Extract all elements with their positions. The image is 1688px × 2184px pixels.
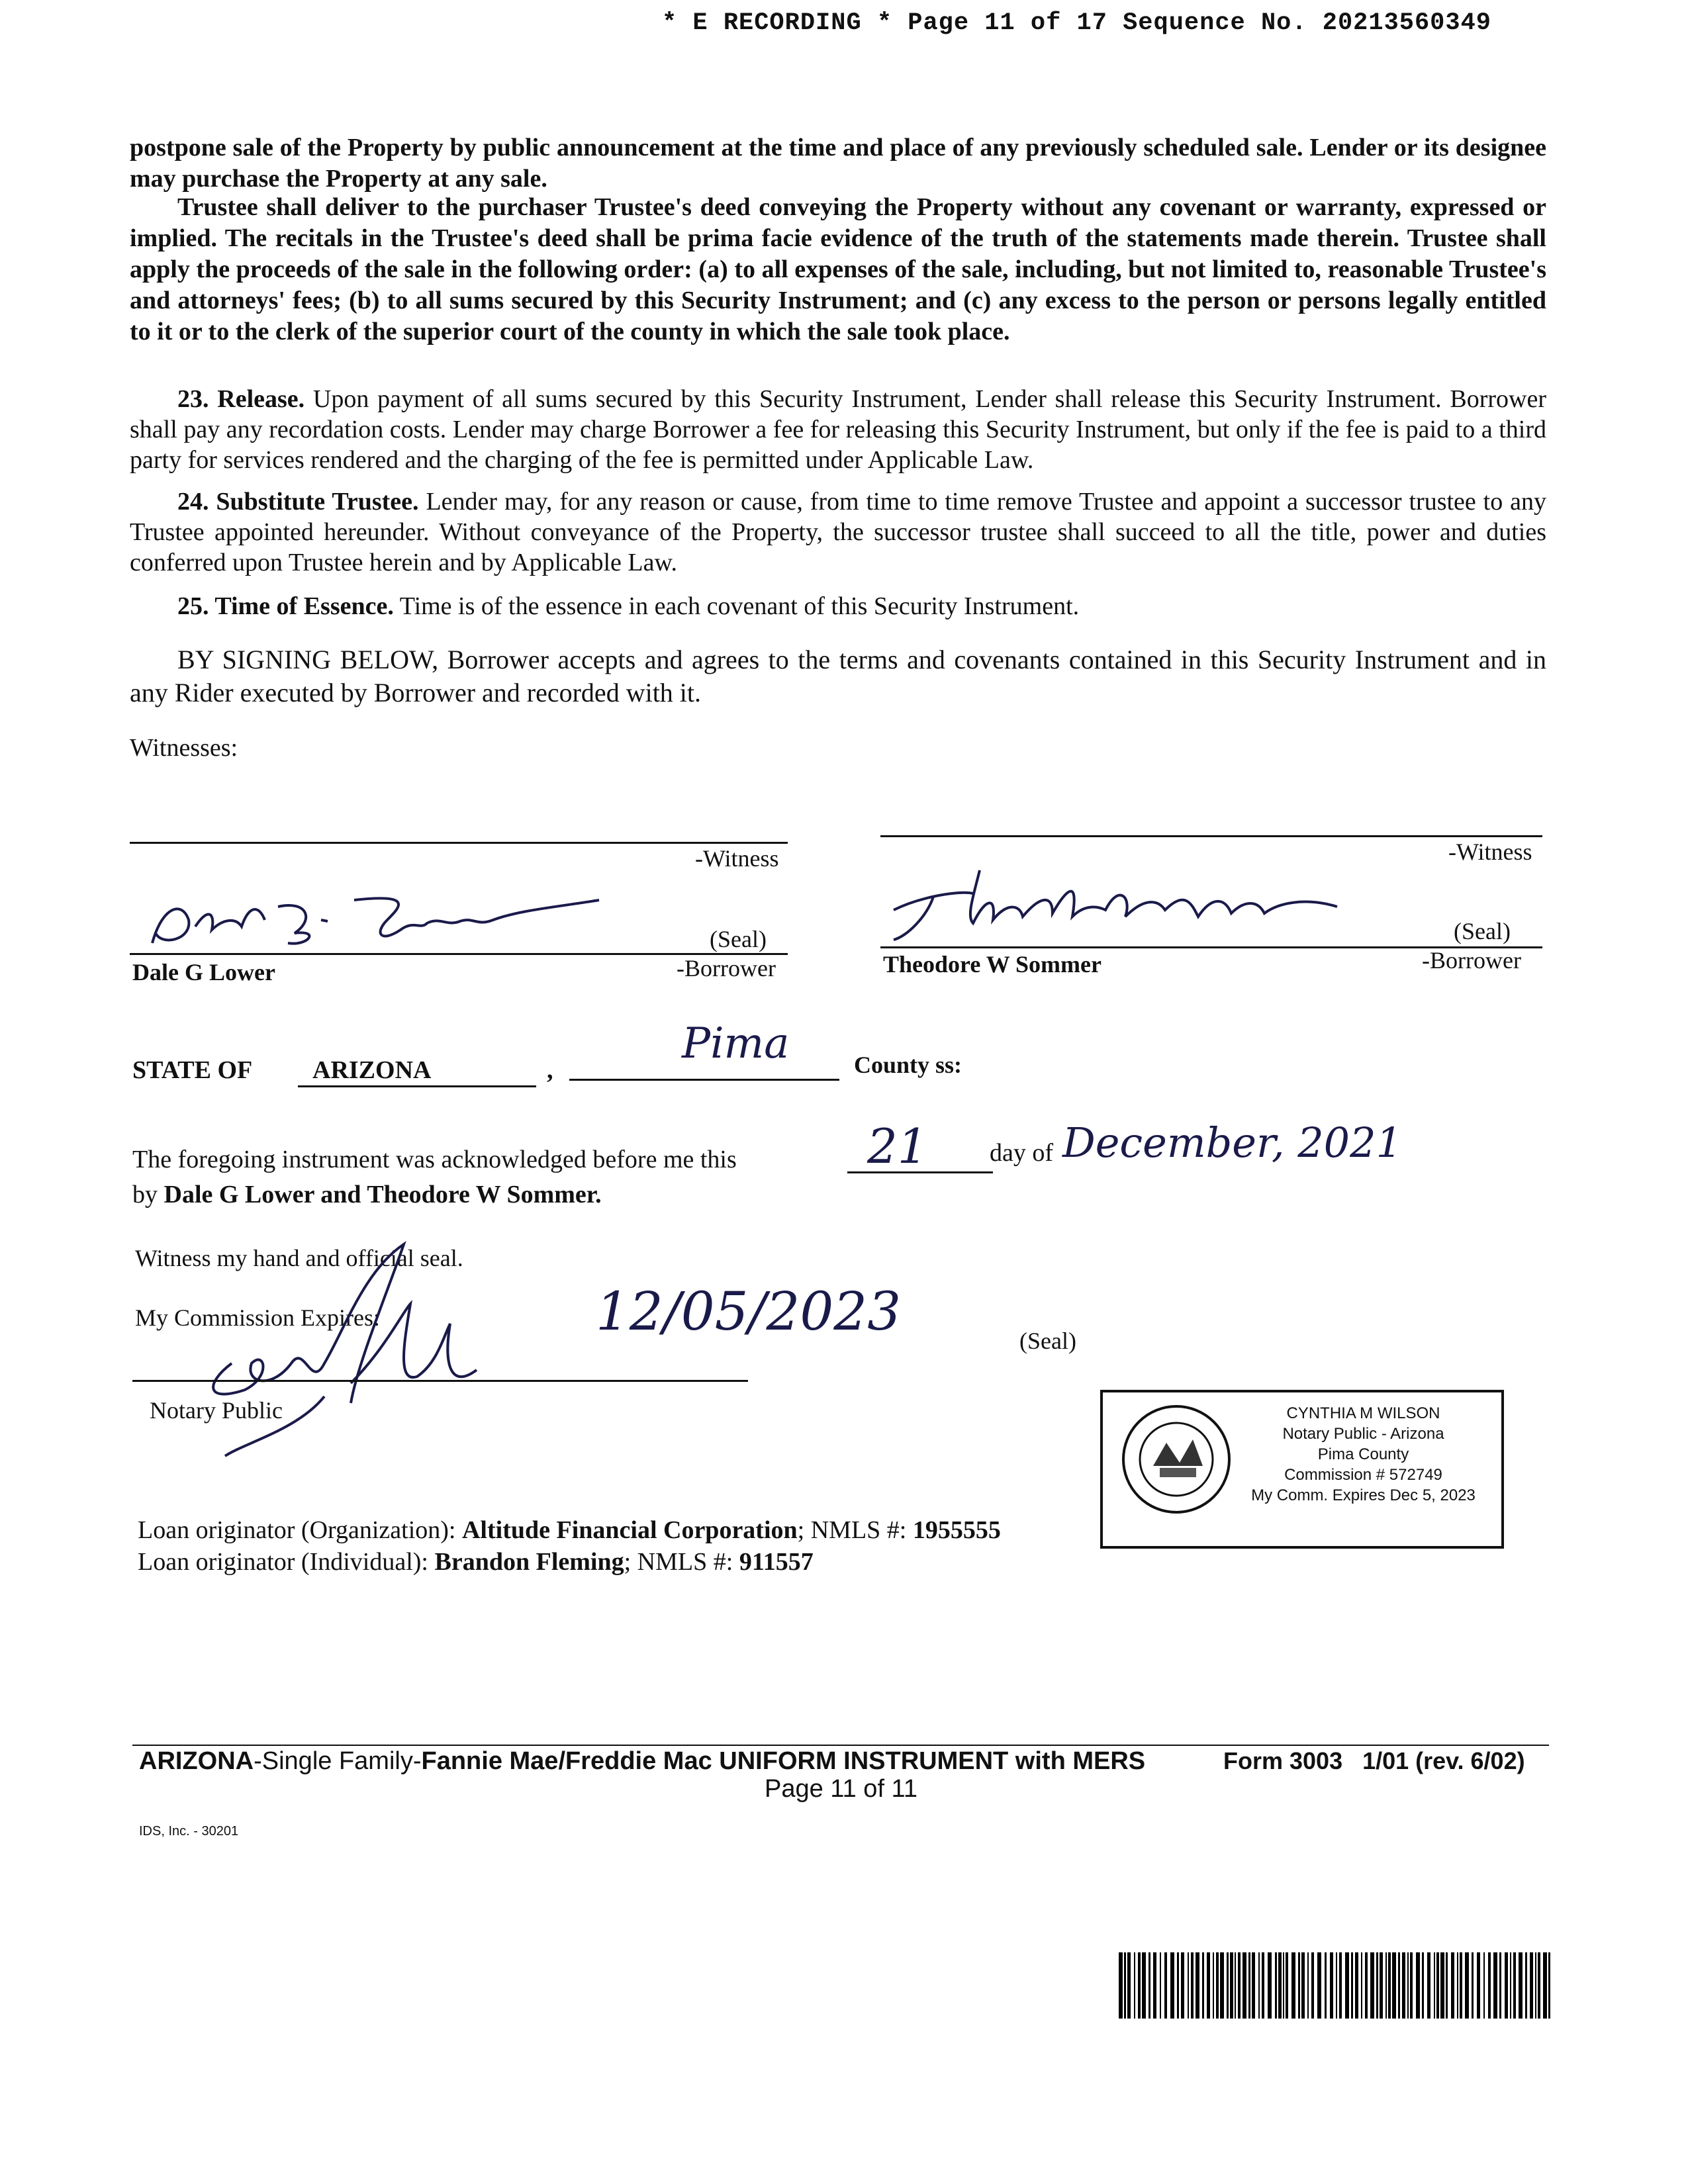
- barcode-bar: [1220, 1952, 1224, 2019]
- barcode-bar: [1361, 1952, 1362, 2019]
- notary-signature-line: [132, 1380, 748, 1382]
- recording-header: * E RECORDING * Page 11 of 17 Sequence No. 20213560349: [662, 9, 1491, 37]
- barcode-bar: [1510, 1952, 1511, 2019]
- barcode-bar: [1451, 1952, 1454, 2019]
- barcode-bar: [1243, 1952, 1246, 2019]
- ind-name: Brandon Fleming: [434, 1548, 624, 1576]
- barcode-bar: [1365, 1952, 1368, 2019]
- section-25-text: Time is of the essence in each covenant of this Security Instrument.: [399, 592, 1080, 620]
- month-year-handwritten: December, 2021: [1062, 1118, 1403, 1167]
- footer-page-number: Page 11 of 11: [765, 1775, 918, 1803]
- barcode-bar: [1248, 1952, 1250, 2019]
- barcode-bar: [1538, 1952, 1540, 2019]
- acknowledged-by: [132, 1180, 602, 1209]
- barcode-bar: [1127, 1952, 1131, 2019]
- barcode-bar: [1416, 1952, 1420, 2019]
- barcode-bar: [1119, 1952, 1123, 2019]
- barcode-bar: [1124, 1952, 1126, 2019]
- barcode-bar: [1207, 1952, 1210, 2019]
- barcode-bar: [1298, 1952, 1300, 2019]
- acknowledged-names: Dale G Lower and Theodore W Sommer.: [164, 1181, 602, 1208]
- loan-originator-organization: [138, 1516, 1001, 1545]
- state-value: ARIZONA: [312, 1056, 432, 1084]
- footer-form-number: Form 3003 1/01 (rev. 6/02): [1223, 1747, 1525, 1774]
- notary-stamp: [1100, 1390, 1504, 1549]
- barcode-bar: [1142, 1952, 1146, 2019]
- barcode-bar: [1230, 1952, 1233, 2019]
- section-23-text: Upon payment of all sums secured by this Security Instrument, Lender shall release this Security Instrument. Borrower shall pay any recordation costs. Lender may charge Borrower a fee for releasing this Security Instrument, but only if the fee is paid to a third party for services rendered and the charging of the fee is permitted under Applicable Law.: [130, 385, 1547, 474]
- barcode-bar: [1525, 1952, 1527, 2019]
- barcode-bar: [1252, 1952, 1255, 2019]
- barcode-bar: [1370, 1952, 1374, 2019]
- barcode-bar: [1385, 1952, 1387, 2019]
- section-24-substitute-trustee: [130, 486, 1546, 578]
- witness-line-left: [130, 842, 788, 844]
- barcode-bar: [1548, 1952, 1550, 2019]
- barcode-bar: [1191, 1952, 1194, 2019]
- barcode-bar: [1472, 1952, 1474, 2019]
- barcode-bar: [1535, 1952, 1536, 2019]
- ind-label: Loan originator (Individual):: [138, 1548, 428, 1576]
- barcode-bar: [1181, 1952, 1184, 2019]
- witness-label-right: -Witness: [1448, 839, 1532, 865]
- barcode-bar: [1134, 1952, 1135, 2019]
- barcode-bar: [1153, 1952, 1156, 2019]
- barcode-bar: [1477, 1952, 1480, 2019]
- notary-signature: [192, 1231, 602, 1463]
- barcode-bar: [1407, 1952, 1409, 2019]
- footer-state: ARIZONA: [139, 1747, 254, 1775]
- barcode-bar: [1278, 1952, 1282, 2019]
- commission-expires-label: My Commission Expires:: [135, 1304, 381, 1331]
- footer-ids: IDS, Inc. - 30201: [139, 1824, 239, 1839]
- barcode-bar: [1422, 1952, 1424, 2019]
- county-handwritten: Pima: [682, 1019, 790, 1068]
- barcode-bar: [1170, 1952, 1174, 2019]
- barcode-bar: [1160, 1952, 1161, 2019]
- barcode-bar: [1262, 1952, 1264, 2019]
- stamp-notary-title: Notary Public - Arizona: [1282, 1425, 1444, 1443]
- trustee-deed-paragraph: Trustee shall deliver to the purchaser Trustee's deed conveying the Property without any covenant or warranty, expressed or implied. The recitals in the Trustee's deed shall be prima facie evidence of the truth of the statements made therein. Trustee shall apply the proceeds of the sale in the following order: (a) to all expenses of the sale, including, but not limited to, reasonable Trustee's and attorneys' fees; (b) to all sums secured by this Security Instrument; and (c) any excess to the person or persons legally entitled to it or to the clerk of the superior court of the county in which the sale took place.: [130, 193, 1546, 345]
- state-of-label: STATE OF: [132, 1056, 253, 1084]
- barcode-bar: [1402, 1952, 1405, 2019]
- barcode-bar: [1460, 1952, 1462, 2019]
- borrower1-seal: (Seal): [710, 926, 767, 952]
- barcode-bar: [1392, 1952, 1396, 2019]
- borrower2-name: Theodore W Sommer: [883, 951, 1102, 978]
- barcode-bar: [1434, 1952, 1435, 2019]
- barcode-bar: [1380, 1952, 1383, 2019]
- barcode-bar: [1330, 1952, 1333, 2019]
- day-of-label: day of: [990, 1139, 1054, 1167]
- barcode-bar: [1275, 1952, 1277, 2019]
- barcode-bar: [1345, 1952, 1349, 2019]
- state-line: [298, 1085, 536, 1087]
- postpone-sale-paragraph: postpone sale of the Property by public announcement at the time and place of any previously scheduled sale. Lender or its designee may purchase the Property at any sale.: [130, 134, 1546, 193]
- barcode-bar: [1446, 1952, 1448, 2019]
- barcode-bar: [1235, 1952, 1236, 2019]
- barcode-bar: [1307, 1952, 1309, 2019]
- barcode-bar: [1440, 1952, 1444, 2019]
- barcode-bar: [1238, 1952, 1241, 2019]
- barcode-bar: [1493, 1952, 1497, 2019]
- signing-paragraph: BY SIGNING BELOW, Borrower accepts and agrees to the terms and covenants contained in this Security Instrument and in any Rider executed by Borrower and recorded with it.: [130, 645, 1546, 707]
- state-comma: ,: [547, 1056, 553, 1084]
- section-23-release: [130, 384, 1546, 475]
- day-handwritten: 21: [867, 1118, 928, 1174]
- barcode-bar: [1339, 1952, 1342, 2019]
- notary-seal-label: (Seal): [1019, 1328, 1076, 1354]
- barcode-bar: [1283, 1952, 1284, 2019]
- barcode-bar: [1499, 1952, 1501, 2019]
- barcode-bar: [1388, 1952, 1391, 2019]
- barcode-bar: [1519, 1952, 1523, 2019]
- borrower2-label: -Borrower: [1422, 947, 1521, 974]
- barcode-bar: [1149, 1952, 1150, 2019]
- ind-nmls: 911557: [739, 1548, 814, 1576]
- barcode-bar: [1505, 1952, 1508, 2019]
- barcode-bar: [1488, 1952, 1491, 2019]
- barcode-icon: [1119, 1952, 1553, 2019]
- county-line: [569, 1079, 839, 1081]
- barcode-bar: [1543, 1952, 1547, 2019]
- witness-hand-text: Witness my hand and official seal.: [135, 1245, 463, 1271]
- barcode-bar: [1483, 1952, 1485, 2019]
- borrower2-signature: [880, 857, 1357, 950]
- barcode-bar: [1301, 1952, 1305, 2019]
- section-25-time-of-essence: [130, 591, 1546, 621]
- commission-expires-handwritten: 12/05/2023: [596, 1281, 902, 1342]
- borrower1-label: -Borrower: [677, 955, 776, 981]
- barcode-bar: [1291, 1952, 1295, 2019]
- org-nmls: 1955555: [912, 1516, 1001, 1544]
- stamp-notary-name: CYNTHIA M WILSON: [1286, 1404, 1440, 1422]
- by-prefix: by: [132, 1181, 158, 1208]
- loan-originator-individual: [138, 1547, 814, 1576]
- footer-rule: [132, 1745, 1549, 1746]
- barcode-bar: [1530, 1952, 1533, 2019]
- org-name: Altitude Financial Corporation: [461, 1516, 798, 1544]
- borrower1-name: Dale G Lower: [132, 959, 275, 985]
- barcode-bar: [1427, 1952, 1430, 2019]
- stamp-commission: Commission # 572749: [1284, 1466, 1442, 1484]
- barcode-bar: [1227, 1952, 1229, 2019]
- borrower1-signature: [136, 880, 612, 960]
- barcode-bar: [1213, 1952, 1214, 2019]
- org-label: Loan originator (Organization):: [138, 1516, 456, 1544]
- barcode-bar: [1286, 1952, 1288, 2019]
- witness-line-right: [880, 835, 1542, 837]
- barcode-bar: [1325, 1952, 1327, 2019]
- barcode-bar: [1355, 1952, 1358, 2019]
- barcode-bar: [1376, 1952, 1378, 2019]
- barcode-bar: [1196, 1952, 1199, 2019]
- barcode-bar: [1317, 1952, 1321, 2019]
- barcode-bar: [1410, 1952, 1413, 2019]
- barcode-bar: [1188, 1952, 1189, 2019]
- barcode-bar: [1465, 1952, 1469, 2019]
- county-ss-label: County ss:: [854, 1052, 962, 1078]
- barcode-bar: [1216, 1952, 1219, 2019]
- barcode-bar: [1202, 1952, 1204, 2019]
- footer-title-part1: -Single Family-: [254, 1747, 422, 1775]
- org-nmls-label: ; NMLS #:: [797, 1516, 907, 1544]
- barcode-bar: [1258, 1952, 1260, 2019]
- barcode-bar: [1164, 1952, 1167, 2019]
- barcode-bar: [1138, 1952, 1141, 2019]
- witness-label-left: -Witness: [695, 845, 779, 872]
- footer-title-part2: Fannie Mae/Freddie Mac UNIFORM INSTRUMENT with MERS: [421, 1747, 1146, 1775]
- barcode-bar: [1398, 1952, 1400, 2019]
- witnesses-label: Witnesses:: [130, 734, 238, 762]
- barcode-bar: [1513, 1952, 1516, 2019]
- ind-nmls-label: ; NMLS #:: [624, 1548, 733, 1576]
- acknowledged-text: The foregoing instrument was acknowledged before me this: [132, 1146, 737, 1173]
- barcode-bar: [1436, 1952, 1439, 2019]
- stamp-text-block: [1236, 1403, 1491, 1506]
- stamp-county: Pima County: [1317, 1445, 1409, 1463]
- barcode-bar: [1457, 1952, 1458, 2019]
- barcode-bar: [1351, 1952, 1353, 2019]
- footer-form-title: [139, 1747, 1145, 1776]
- notary-public-label: Notary Public: [150, 1397, 283, 1424]
- barcode-bar: [1336, 1952, 1337, 2019]
- barcode-bar: [1268, 1952, 1272, 2019]
- section-23-heading: 23. Release.: [177, 385, 305, 413]
- section-24-text: Lender may, for any reason or cause, from time to time remove Trustee and appoint a successor trustee to any Trustee appointed hereunder. Without conveyance of the Property, the successor trustee shall succeed to all the title, power and duties conferred upon Trustee herein and by Applicable Law.: [130, 488, 1547, 576]
- barcode-bar: [1311, 1952, 1314, 2019]
- borrower2-seal: (Seal): [1454, 918, 1511, 944]
- arizona-state-seal-icon: [1120, 1403, 1233, 1516]
- section-24-heading: 24. Substitute Trustee.: [177, 488, 419, 516]
- section-25-heading: 25. Time of Essence.: [177, 592, 394, 620]
- stamp-expires: My Comm. Expires Dec 5, 2023: [1251, 1486, 1476, 1504]
- barcode-bar: [1177, 1952, 1179, 2019]
- day-line: [847, 1171, 993, 1173]
